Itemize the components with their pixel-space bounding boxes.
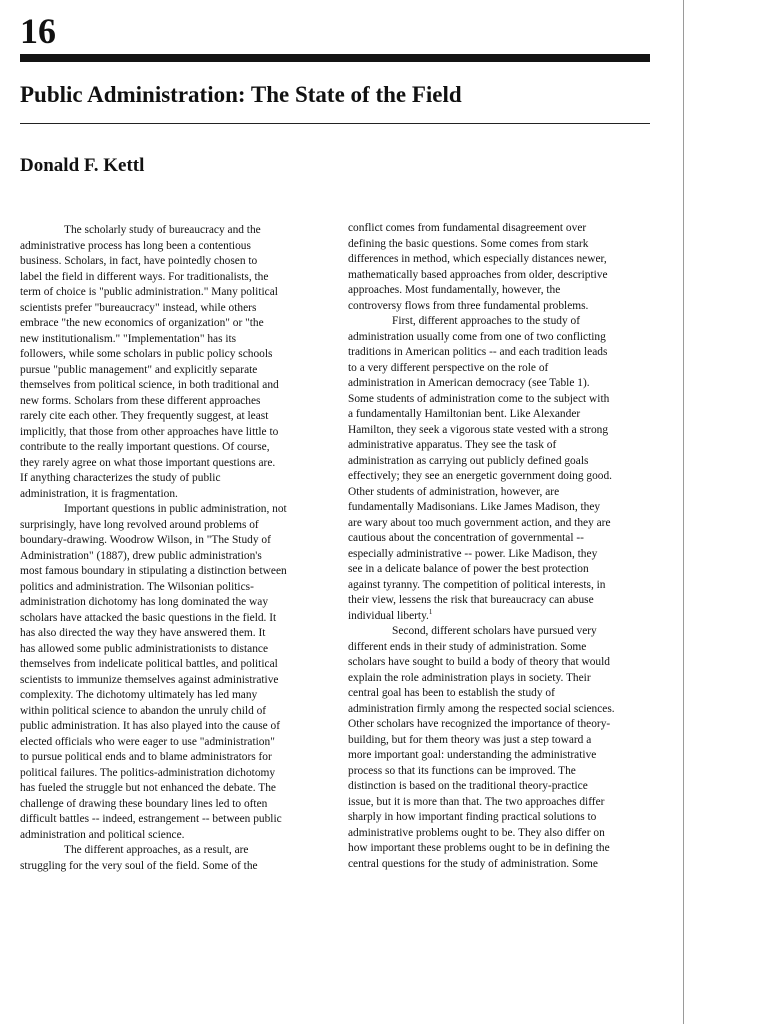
text-line-content: political failures. The politics-administration dichotomy [20,766,276,779]
text-line [20,301,330,317]
text-line-content: If anything characterizes the study of public [20,472,221,484]
text-line-content: themselves from political science, in both traditional and [20,379,279,391]
text-line [348,283,658,299]
text-line-content: scientists prefer "bureaucracy" instead, while others [20,301,257,314]
right-text-column [348,221,658,872]
text-line [348,330,658,346]
page-edge-line [683,0,684,1024]
text-line [348,609,658,625]
text-line [348,702,658,718]
text-line-content: Second, different scholars have pursued very [392,625,597,637]
text-line-content: are wary about too much government action, and they are [348,516,611,529]
text-line-content: business. Scholars, in fact, have pointedly chosen to [20,255,258,267]
text-line-content: elected officials who were eager to use "administration" [20,735,275,748]
text-line [348,407,658,423]
text-line [20,471,330,487]
text-line [348,857,658,873]
text-line [348,733,658,749]
text-line [348,500,658,516]
text-line [20,378,330,394]
text-line [348,268,658,284]
text-line-content: their view, lessens the risk that bureaucracy can abuse [348,594,594,606]
text-line [20,285,330,301]
text-line-content: sharply in how important finding practical solutions to [348,811,597,823]
text-line [20,332,330,348]
text-line-content: within political science to abandon the unruly child of [20,704,267,717]
text-line-content: fundamentally Madisonians. Like James Madison, they [348,501,601,513]
text-line-content: boundary-drawing. Woodrow Wilson, in "The Study of [20,534,271,546]
text-line-content: has also directed the way they have answered them. It [20,627,266,639]
text-line-content: they rarely agree on what those important questions are. [20,456,276,469]
text-line [20,440,330,456]
text-line [20,239,330,255]
text-line [20,828,330,844]
text-line-content: against tyranny. The competition of political interests, in [348,578,606,591]
text-line-content: themselves from indelicate political battles, and political [20,658,278,670]
text-line [348,221,658,237]
text-line [20,781,330,797]
text-line [20,797,330,813]
text-line-content: rarely cite each other. They frequently suggest, at least [20,410,269,422]
text-line-content: scholars have attacked the basic questions in the field. It [20,611,277,624]
text-line-content: embrace "the new economics of organization" or "the [20,317,264,329]
text-line-content: different ends in their study of administration. Some [348,640,587,653]
text-line [20,812,330,828]
text-line [20,735,330,751]
text-line-content: contribute to the really important questions. Of course, [20,441,270,453]
header-thin-rule [20,123,650,124]
text-line [20,642,330,658]
text-line [348,624,658,640]
text-line [348,748,658,764]
text-line-content: more important goal: understanding the administrative [348,749,597,761]
text-line-content: most famous boundary in stipulating a distinction between [20,565,287,577]
text-line-content: distinction is based on the traditional theory-practice [348,780,588,792]
header-thick-rule [20,54,650,62]
text-line [20,859,330,875]
text-line [348,686,658,702]
text-line-content: administration and political science. [20,828,185,841]
text-line-content: conflict comes from fundamental disagreement over [348,222,587,234]
text-line [348,717,658,733]
text-line [20,564,330,580]
text-line [20,316,330,332]
text-line-content: scientists to immunize themselves against administrative [20,673,279,686]
text-line [20,223,330,239]
text-line-content: The different approaches, as a result, are [64,844,249,856]
text-line-content: surprisingly, have long revolved around problems of [20,518,259,531]
text-line [20,580,330,596]
text-line [20,456,330,472]
text-line-content: administration usually come from one of two conflicting [348,330,606,343]
text-line [348,299,658,315]
text-line-content: explain the role administration plays in society. Their [348,671,591,684]
text-line [348,361,658,377]
text-line [20,704,330,720]
text-line [348,423,658,439]
text-line-content: to a very different perspective on the role of [348,361,549,374]
text-line-content: difficult battles -- indeed, estrangement -- between public [20,813,282,825]
text-line [20,611,330,627]
text-line [20,673,330,689]
text-line-content: building, but for them theory was just a step toward a [348,733,592,746]
text-line [20,719,330,735]
text-line [20,347,330,363]
text-line [348,314,658,330]
text-line-content: has fueled the struggle but not enhanced the debate. The [20,782,276,794]
text-line [348,655,658,671]
text-line-content: struggling for the very soul of the field. Some of the [20,859,258,872]
text-line [348,392,658,408]
text-line [20,270,330,286]
text-line-content: Important questions in public administration, not [64,503,287,515]
text-line [348,376,658,392]
text-line-content: new institutionalism." "Implementation" has its [20,332,237,345]
text-line-content: public administration. It has also played into the cause of [20,720,281,732]
text-line-content: administrative process has long been a contentious [20,239,251,252]
text-line-content: central goal has been to establish the study of [348,687,555,699]
text-line-content: administration, it is fragmentation. [20,487,178,500]
text-line-content: defining the basic questions. Some comes from stark [348,237,589,250]
text-line [348,578,658,594]
text-line [20,533,330,549]
text-line [20,518,330,534]
text-line-content: individual liberty. [348,609,429,622]
text-line-content: pursue "public management" and explicitly separate [20,363,258,376]
text-line-content: implicitly, that those from other approaches have little to [20,425,279,438]
text-line [20,750,330,766]
text-line [348,237,658,253]
text-line [20,843,330,859]
text-line [20,766,330,782]
text-line-content: administration in American democracy (see Table 1). [348,377,590,389]
text-line-content: differences in method, which especially distances newer, [348,253,607,265]
text-line-content: administrative apparatus. They see the task of [348,439,557,451]
text-line-content: followers, while some scholars in public policy schools [20,348,273,360]
text-line [348,593,658,609]
text-line-content: to pursue political ends and to blame administrators for [20,751,272,763]
text-line-content: effectively; they see an energetic government doing good. [348,470,613,482]
author-name: Donald F. Kettl [20,155,145,176]
text-line-content: administration firmly among the respected social sciences. [348,702,615,715]
text-line-content: label the field in different ways. For traditionalists, the [20,270,269,283]
text-line-content: administration dichotomy has long dominated the way [20,596,269,608]
text-line [348,469,658,485]
text-line [20,254,330,270]
chapter-title: Public Administration: The State of the Field [20,82,462,107]
text-line [20,626,330,642]
text-line-content: term of choice is "public administration." Many political [20,286,278,298]
text-line-content: issue, but it is more than that. The two approaches differ [348,795,605,808]
text-line [20,549,330,565]
text-line [348,485,658,501]
text-line-content: administration as carrying out publicly defined goals [348,454,589,467]
text-line [348,345,658,361]
text-line-content: see in a delicate balance of power the best protection [348,563,589,575]
text-line [20,409,330,425]
chapter-number: 16 [20,11,56,51]
text-line [348,764,658,780]
text-line [348,562,658,578]
text-line [348,640,658,656]
text-line-content: politics and administration. The Wilsonian politics- [20,580,254,593]
text-line [348,671,658,687]
text-line [348,795,658,811]
text-line-content: process so that its functions can be improved. The [348,764,576,777]
text-line-content: Other students of administration, however, are [348,485,560,498]
text-line [348,454,658,470]
text-line-content: Administration" (1887), drew public administration's [20,549,262,562]
text-line-content: controversy flows from three fundamental problems. [348,299,589,312]
text-line-content: new forms. Scholars from these different approaches [20,394,261,407]
text-line-content: how important these problems ought to be in defining the [348,842,610,854]
text-line [348,438,658,454]
text-line [20,595,330,611]
text-line-content: First, different approaches to the study of [392,315,581,327]
text-line-content: cautious about the concentration of governmental -- [348,532,584,544]
text-line-content: approaches. Most fundamentally, however, the [348,284,561,296]
text-line-content: central questions for the study of administration. Some [348,857,598,870]
text-line [20,688,330,704]
text-line [348,810,658,826]
text-line-content: has allowed some public administrationists to distance [20,642,269,655]
text-line [20,487,330,503]
text-line [20,425,330,441]
text-line [348,516,658,532]
text-line-content: The scholarly study of bureaucracy and the [64,224,261,236]
text-line [348,841,658,857]
text-line [20,363,330,379]
text-line [348,826,658,842]
text-line-content: Some students of administration come to the subject with [348,392,610,405]
text-line [20,502,330,518]
text-line-content: mathematically based approaches from older, descriptive [348,268,608,281]
text-line [348,252,658,268]
text-line-content: complexity. The dichotomy ultimately has led many [20,689,258,701]
text-line [20,657,330,673]
text-line-content: Hamilton, they seek a vigorous state vested with a strong [348,423,609,436]
text-line-content: scholars have sought to build a body of theory that would [348,656,610,668]
text-line-content: challenge of drawing these boundary lines led to often [20,797,268,810]
text-line [348,531,658,547]
text-line-content: administrative problems ought to be. They also differ on [348,826,605,839]
text-line-content: Other scholars have recognized the importance of theory- [348,718,611,730]
text-line [348,779,658,795]
footnote-marker[interactable]: 1 [428,608,433,616]
text-line [348,547,658,563]
text-line-content: traditions in American politics -- and each tradition leads [348,346,608,358]
text-line [20,394,330,410]
text-line-content: a fundamentally Hamiltonian bent. Like Alexander [348,408,581,420]
left-text-column [20,223,330,874]
text-line-content: especially administrative -- power. Like Madison, they [348,547,598,560]
